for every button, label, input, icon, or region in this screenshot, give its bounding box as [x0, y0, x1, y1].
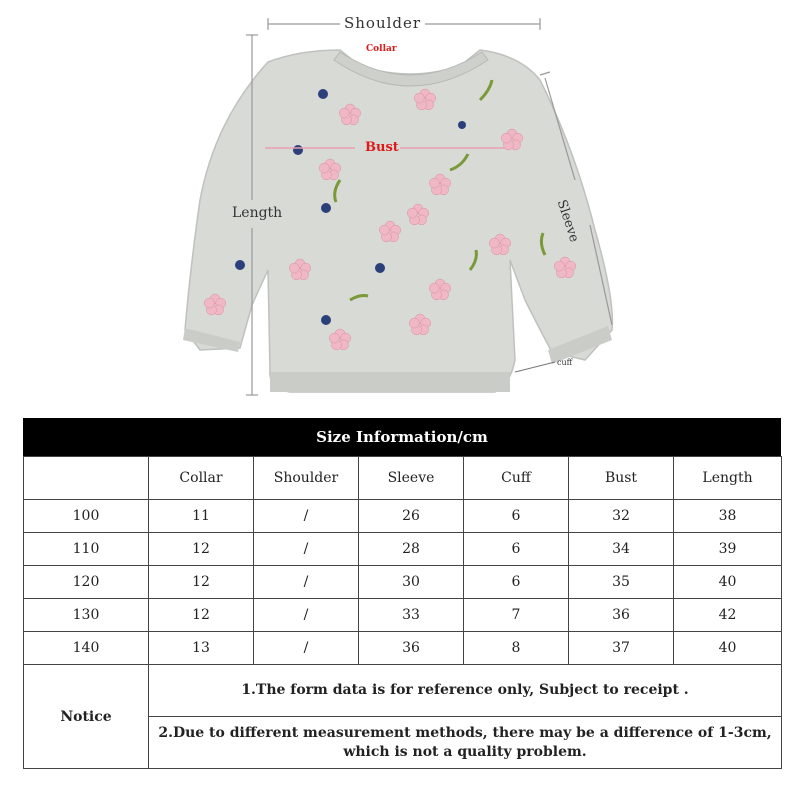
collar-cell: 11 [149, 500, 254, 533]
sleeve-cell: 26 [359, 500, 464, 533]
shoulder-cell: / [254, 566, 359, 599]
collar-cell: 13 [149, 632, 254, 665]
sleeve-label: Sleeve [553, 198, 582, 245]
sleeve-cell: 36 [359, 632, 464, 665]
size-cell: 130 [24, 599, 149, 632]
shoulder-cell: / [254, 599, 359, 632]
size-cell: 110 [24, 533, 149, 566]
shoulder-cell: / [254, 632, 359, 665]
size-cell: 120 [24, 566, 149, 599]
length-cell: 40 [674, 566, 782, 599]
collar-cell: 12 [149, 599, 254, 632]
size-cell: 100 [24, 500, 149, 533]
table-row [24, 500, 782, 533]
table-row [24, 599, 782, 632]
shoulder-label: Shoulder [344, 14, 422, 32]
collar-label: Collar [366, 44, 397, 54]
length-cell: 40 [674, 632, 782, 665]
notice-label: Notice [24, 665, 149, 769]
notice-text-2: 2.Due to different measurement methods, there may be a difference of 1-3cm, which is not a quality problem. [149, 717, 782, 769]
cuff-cell: 6 [464, 533, 569, 566]
size-chart-title: Size Information/cm [23, 418, 781, 456]
sweatshirt-shape [183, 50, 612, 392]
shoulder-cell: / [254, 533, 359, 566]
cuff-cell: 8 [464, 632, 569, 665]
bust-cell: 36 [569, 599, 674, 632]
header-cell-size [24, 457, 149, 500]
notice-row-1 [24, 665, 782, 717]
sleeve-cell: 30 [359, 566, 464, 599]
header-row [24, 457, 782, 500]
shoulder-cell: / [254, 500, 359, 533]
bust-label: Bust [365, 140, 399, 155]
bust-cell: 32 [569, 500, 674, 533]
cuff-label: cuff [557, 358, 573, 367]
collar-cell: 12 [149, 566, 254, 599]
cuff-cell: 6 [464, 566, 569, 599]
size-chart [23, 418, 781, 774]
size-cell: 140 [24, 632, 149, 665]
header-cell-cuff: Cuff [464, 457, 569, 500]
notice-text-1: 1.The form data is for reference only, Subject to receipt . [149, 665, 782, 717]
size-table [23, 456, 782, 769]
cuff-cell: 6 [464, 500, 569, 533]
table-row [24, 533, 782, 566]
bust-cell: 34 [569, 533, 674, 566]
sleeve-cell: 33 [359, 599, 464, 632]
length-cell: 38 [674, 500, 782, 533]
length-cell: 42 [674, 599, 782, 632]
length-label: Length [232, 205, 283, 221]
bust-cell: 37 [569, 632, 674, 665]
header-cell-sleeve: Sleeve [359, 457, 464, 500]
header-cell-shoulder: Shoulder [254, 457, 359, 500]
sleeve-cell: 28 [359, 533, 464, 566]
table-row [24, 632, 782, 665]
table-row [24, 566, 782, 599]
collar-cell: 12 [149, 533, 254, 566]
header-cell-length: Length [674, 457, 782, 500]
bust-cell: 35 [569, 566, 674, 599]
length-cell: 39 [674, 533, 782, 566]
header-cell-collar: Collar [149, 457, 254, 500]
cuff-cell: 7 [464, 599, 569, 632]
header-cell-bust: Bust [569, 457, 674, 500]
cuff-pointer [515, 362, 555, 372]
